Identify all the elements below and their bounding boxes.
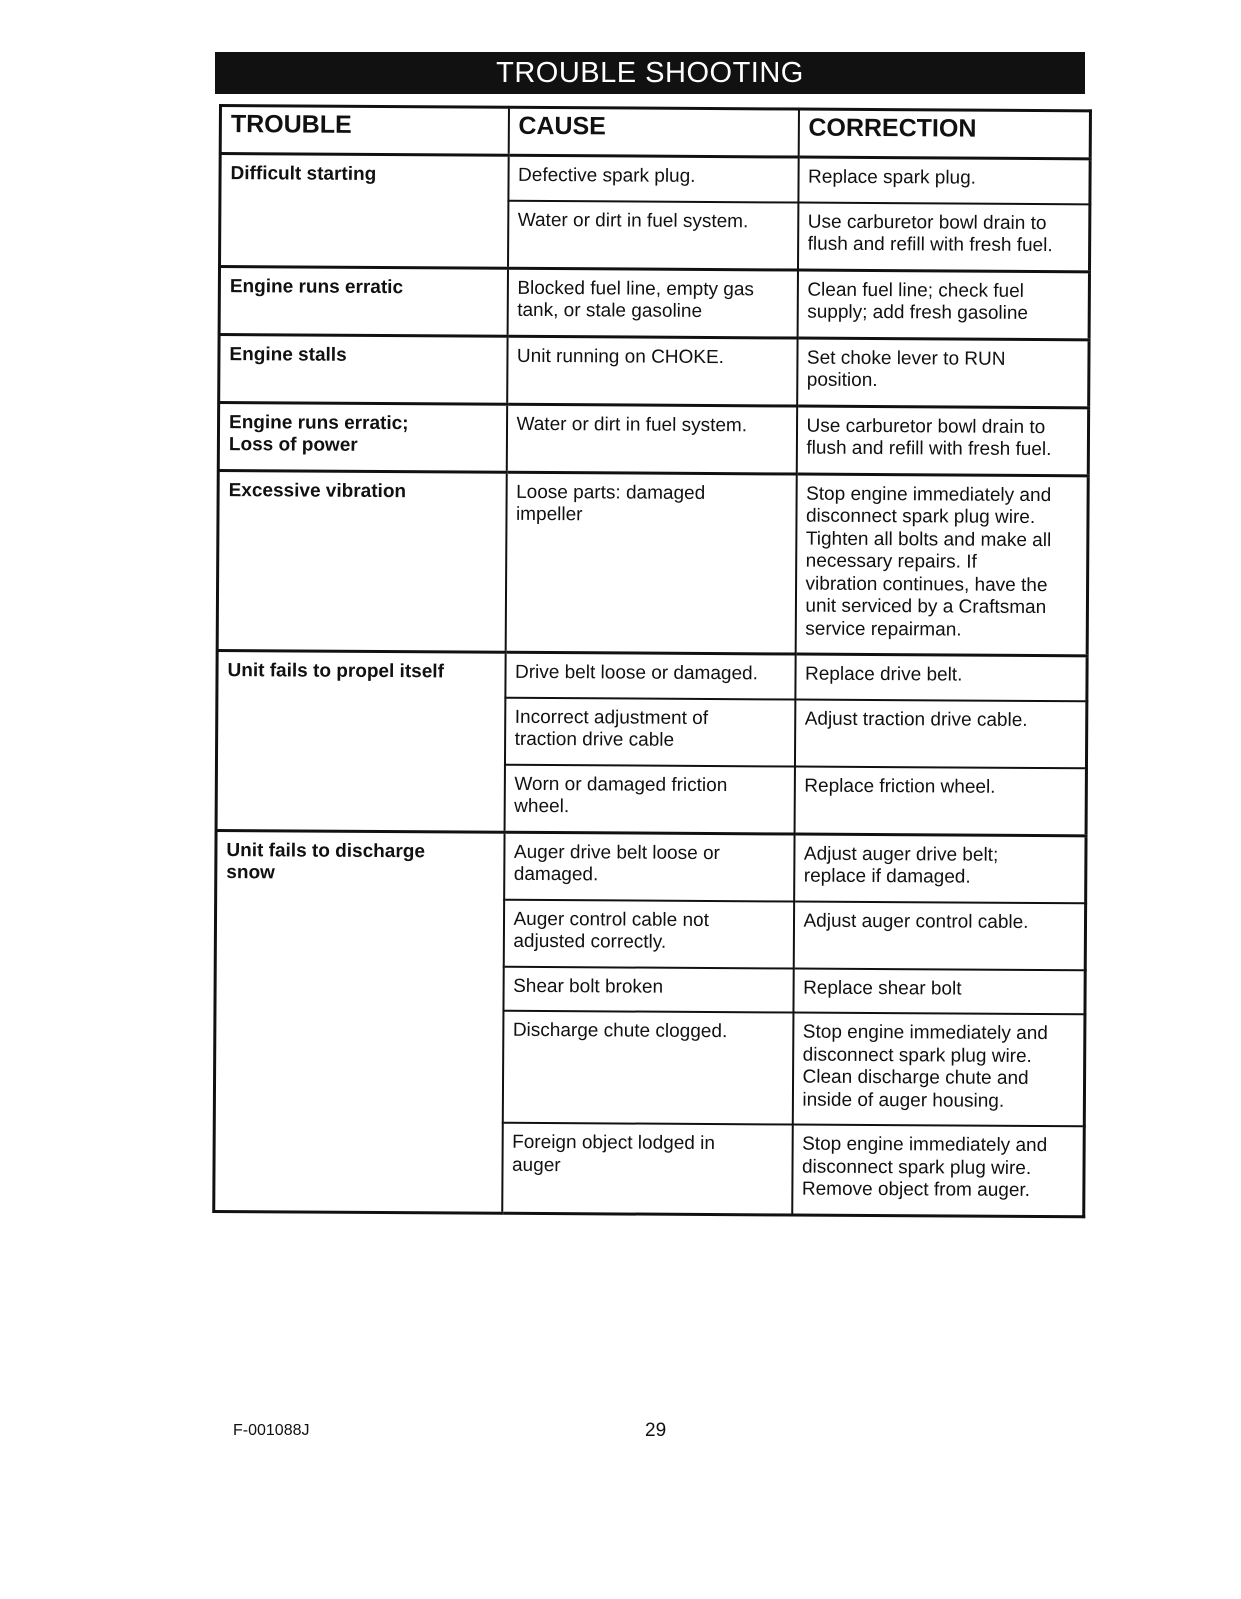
correction-text: Tighten all bolts and make all <box>805 528 1052 551</box>
correction-text: Set choke lever to RUN <box>806 347 1006 370</box>
header-cause: CAUSE <box>508 107 798 157</box>
correction-cell <box>798 157 1090 204</box>
cause-cell <box>508 155 798 202</box>
cause-text: tank, or stale gasoline <box>517 299 703 322</box>
correction-text: vibration continues, have the <box>805 573 1048 596</box>
cause-text: damaged. <box>513 863 599 886</box>
correction-text: Replace drive belt. <box>804 663 963 686</box>
header-trouble: TROUBLE <box>220 106 508 156</box>
trouble-text: Unit fails to discharge <box>226 839 425 862</box>
cause-cell <box>506 404 796 474</box>
correction-text: disconnect spark plug wire. <box>805 505 1036 528</box>
trouble-cell <box>219 266 507 336</box>
cause-text: Foreign object lodged in <box>512 1131 716 1155</box>
cause-text: Worn or damaged friction <box>514 773 728 796</box>
correction-cell <box>796 406 1088 476</box>
table-row <box>216 830 1086 903</box>
correction-text: service repairman. <box>805 618 962 641</box>
trouble-text: Unit fails to propel itself <box>227 660 445 683</box>
correction-text: necessary repairs. If <box>805 550 977 573</box>
correction-text: Stop engine immediately and <box>802 1021 1048 1045</box>
cause-text: Shear bolt broken <box>513 975 664 998</box>
trouble-text: Engine runs erratic <box>229 275 404 298</box>
correction-cell <box>792 1013 1085 1127</box>
cause-text: wheel. <box>514 795 570 818</box>
trouble-cell <box>214 830 504 1213</box>
correction-text: flush and refill with fresh fuel. <box>806 437 1052 461</box>
correction-text: unit serviced by a Craftsman <box>805 595 1047 619</box>
correction-text: inside of auger housing. <box>802 1089 1005 1112</box>
cause-text: Unit running on CHOKE. <box>516 345 725 368</box>
trouble-cell <box>216 650 505 831</box>
cause-cell <box>504 764 794 833</box>
cause-text: auger <box>511 1154 561 1176</box>
correction-cell <box>793 968 1085 1014</box>
correction-text: Clean discharge chute and <box>802 1066 1029 1089</box>
trouble-cell <box>220 154 509 268</box>
cause-text: Discharge chute clogged. <box>512 1019 728 1043</box>
correction-cell <box>797 202 1089 271</box>
correction-text: Stop engine immediately and <box>806 483 1052 506</box>
trouble-text: snow <box>226 862 275 884</box>
cause-text: Water or dirt in fuel system. <box>517 209 749 232</box>
correction-text: Replace shear bolt <box>803 977 962 1000</box>
cause-cell <box>502 1123 793 1215</box>
trouble-cell <box>218 402 506 472</box>
table-row <box>217 470 1088 656</box>
correction-text: Remove object from auger. <box>801 1178 1031 1201</box>
correction-text: Adjust auger drive belt; <box>803 843 999 866</box>
correction-text: Replace spark plug. <box>808 166 977 189</box>
correction-text: Adjust traction drive cable. <box>804 708 1028 731</box>
correction-cell <box>792 1125 1085 1217</box>
correction-text: position. <box>806 369 878 392</box>
trouble-cell <box>217 470 506 652</box>
correction-text: Use carburetor bowl drain to <box>806 415 1046 438</box>
cause-text: Blocked fuel line, empty gas <box>517 277 755 300</box>
correction-cell <box>794 766 1086 835</box>
correction-cell <box>797 338 1089 408</box>
correction-cell <box>797 270 1089 340</box>
correction-text: flush and refill with fresh fuel. <box>807 233 1053 257</box>
table-row <box>220 154 1090 204</box>
table-row <box>218 402 1088 475</box>
cause-text: Auger drive belt loose or <box>513 841 720 864</box>
correction-text: disconnect spark plug wire. <box>802 1044 1032 1067</box>
correction-cell <box>794 699 1086 768</box>
table-header-row <box>220 106 1090 159</box>
cause-cell <box>507 336 797 406</box>
troubleshooting-table-container <box>212 104 1089 1218</box>
cause-text: Water or dirt in fuel system. <box>516 413 748 436</box>
trouble-text: Difficult starting <box>230 163 377 185</box>
correction-text: supply; add fresh gasoline <box>807 301 1029 324</box>
document-code: F-001088J <box>233 1422 310 1439</box>
correction-text: disconnect spark plug wire. <box>801 1156 1032 1179</box>
table-body <box>214 154 1090 1217</box>
cause-text: traction drive cable <box>514 728 675 751</box>
correction-text: Clean fuel line; check fuel <box>807 279 1024 302</box>
correction-text: Adjust auger control cable. <box>803 910 1029 933</box>
cause-text: adjusted correctly. <box>513 930 667 953</box>
header-correction: CORRECTION <box>798 109 1090 159</box>
cause-text: Drive belt loose or damaged. <box>514 661 759 685</box>
cause-text: Incorrect adjustment of <box>514 706 709 729</box>
correction-cell <box>794 834 1086 903</box>
troubleshooting-table <box>212 104 1092 1218</box>
cause-cell <box>508 200 798 269</box>
trouble-text: Excessive vibration <box>228 479 407 502</box>
cause-text: impeller <box>515 503 583 526</box>
cause-text: Loose parts: damaged <box>516 481 706 504</box>
cause-cell <box>505 472 796 654</box>
cause-cell <box>504 697 794 766</box>
cause-cell <box>502 1011 793 1125</box>
cause-cell <box>507 268 797 338</box>
cause-text: Defective spark plug. <box>518 164 696 187</box>
trouble-text: Engine runs erratic; <box>228 411 409 434</box>
page-title: TROUBLE SHOOTING <box>215 52 1085 94</box>
trouble-text: Engine stalls <box>229 343 347 366</box>
correction-cell <box>795 474 1088 656</box>
trouble-cell <box>219 334 507 404</box>
table-row <box>219 334 1089 407</box>
cause-text: Auger control cable not <box>513 908 709 931</box>
correction-cell <box>795 654 1087 701</box>
cause-cell <box>503 966 793 1012</box>
table-row <box>219 266 1089 339</box>
page-number: 29 <box>645 1420 667 1441</box>
cause-cell <box>504 832 794 901</box>
correction-text: Replace friction wheel. <box>804 775 996 798</box>
cause-cell <box>503 899 793 968</box>
correction-text: Stop engine immediately and <box>802 1133 1048 1157</box>
correction-cell <box>793 901 1085 970</box>
correction-text: Use carburetor bowl drain to <box>807 211 1047 234</box>
correction-text: replace if damaged. <box>803 865 971 888</box>
cause-cell <box>505 652 795 699</box>
table-row <box>217 650 1087 700</box>
trouble-text: Loss of power <box>228 434 358 456</box>
